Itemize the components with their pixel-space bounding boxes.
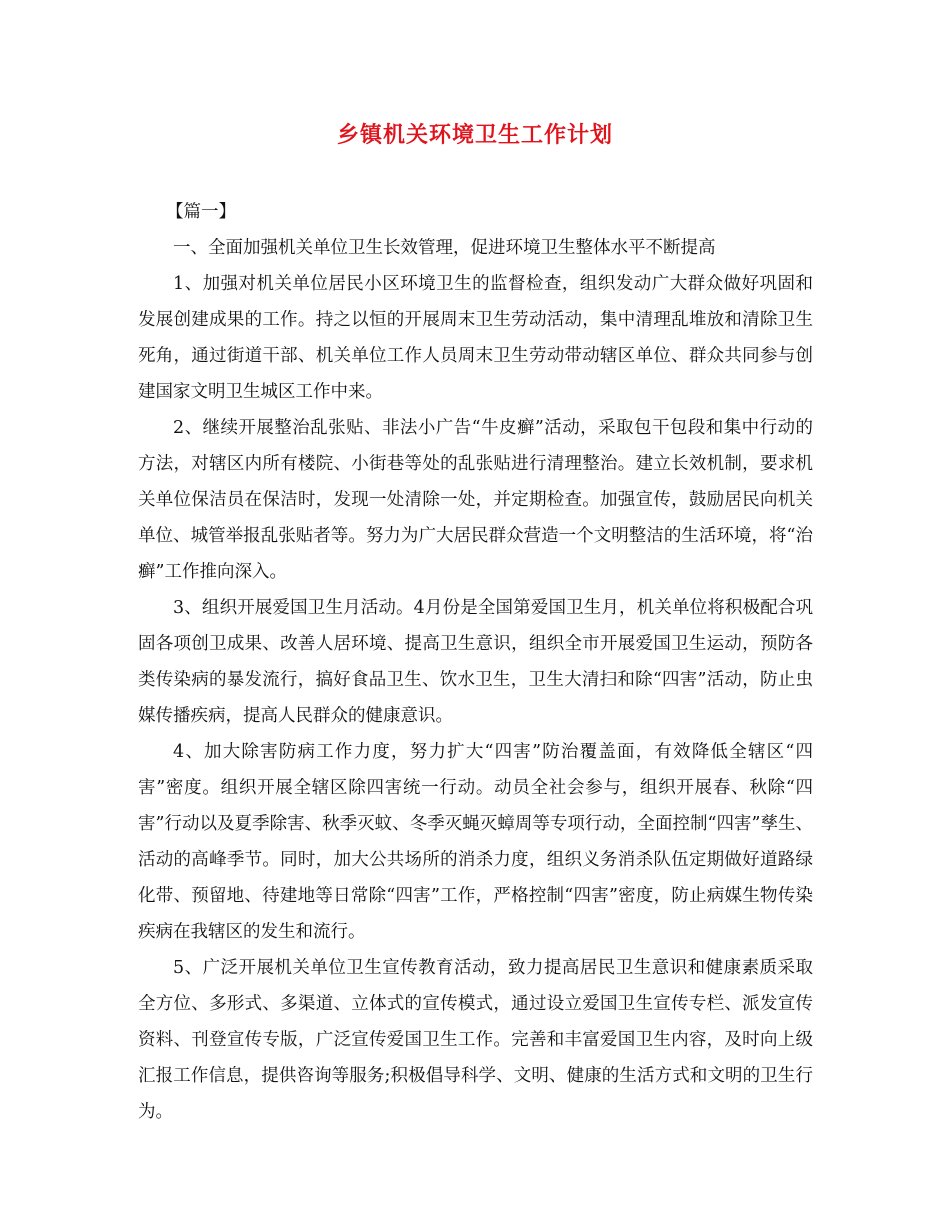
paragraph-1: 1、加强对机关单位居民小区环境卫生的监督检查，组织发动广大群众做好巩固和发展创建成果的工作。持之以恒的开展周末卫生劳动活动，集中清理乱堆放和清除卫生死角，通过街道干部、机关单位工作人员周末卫生劳动带动辖区单位、群众共同参与创建国家文明卫生城区工作中来。 — [138, 274, 813, 402]
document-body — [138, 194, 813, 1130]
paragraph-4: 4、加大除害防病工作力度，努力扩大“四害”防治覆盖面，有效降低全辖区“四害”密度。组织开展全辖区除四害统一行动。动员全社会参与，组织开展春、秋除“四害”行动以及夏季除害、秋季灭蚊、冬季灭蝇灭蟑周等专项行动，全面控制“四害”孳生、活动的高峰季节。同时，加大公共场所的消杀力度，组织义务消杀队伍定期做好道路绿化带、预留地、待建地等日常除“四害”工作，严格控制“四害”密度，防止病媒生物传染疾病在我辖区的发生和流行。 — [138, 742, 813, 942]
section-heading: 一、全面加强机关单位卫生长效管理，促进环境卫生整体水平不断提高 — [173, 238, 716, 258]
section-marker: 【篇一】 — [166, 202, 236, 222]
paragraph-5: 5、广泛开展机关单位卫生宣传教育活动，致力提高居民卫生意识和健康素质采取全方位、多形式、多渠道、立体式的宣传模式，通过设立爱国卫生宣传专栏、派发宣传资料、刊登宣传专版，广泛宣传爱国卫生工作。完善和丰富爱国卫生内容，及时向上级汇报工作信息，提供咨询等服务;积极倡导科学、文明、健康的生活方式和文明的卫生行为。 — [138, 958, 813, 1122]
document-title: 乡镇机关环境卫生工作计划 — [336, 123, 613, 148]
paragraph-2: 2、继续开展整治乱张贴、非法小广告“牛皮癣”活动，采取包干包段和集中行动的方法，对辖区内所有楼院、小街巷等处的乱张贴进行清理整治。建立长效机制，要求机关单位保洁员在保洁时，发现一处清除一处，并定期检查。加强宣传，鼓励居民向机关单位、城管举报乱张贴者等。努力为广大居民群众营造一个文明整洁的生活环境，将“治癣”工作推向深入。 — [138, 418, 813, 582]
paragraph-3: 3、组织开展爱国卫生月活动。4月份是全国第爱国卫生月，机关单位将积极配合巩固各项创卫成果、改善人居环境、提高卫生意识，组织全市开展爱国卫生运动，预防各类传染病的暴发流行，搞好食品卫生、饮水卫生，卫生大清扫和除“四害”活动，防止虫媒传播疾病，提高人民群众的健康意识。 — [138, 598, 813, 726]
